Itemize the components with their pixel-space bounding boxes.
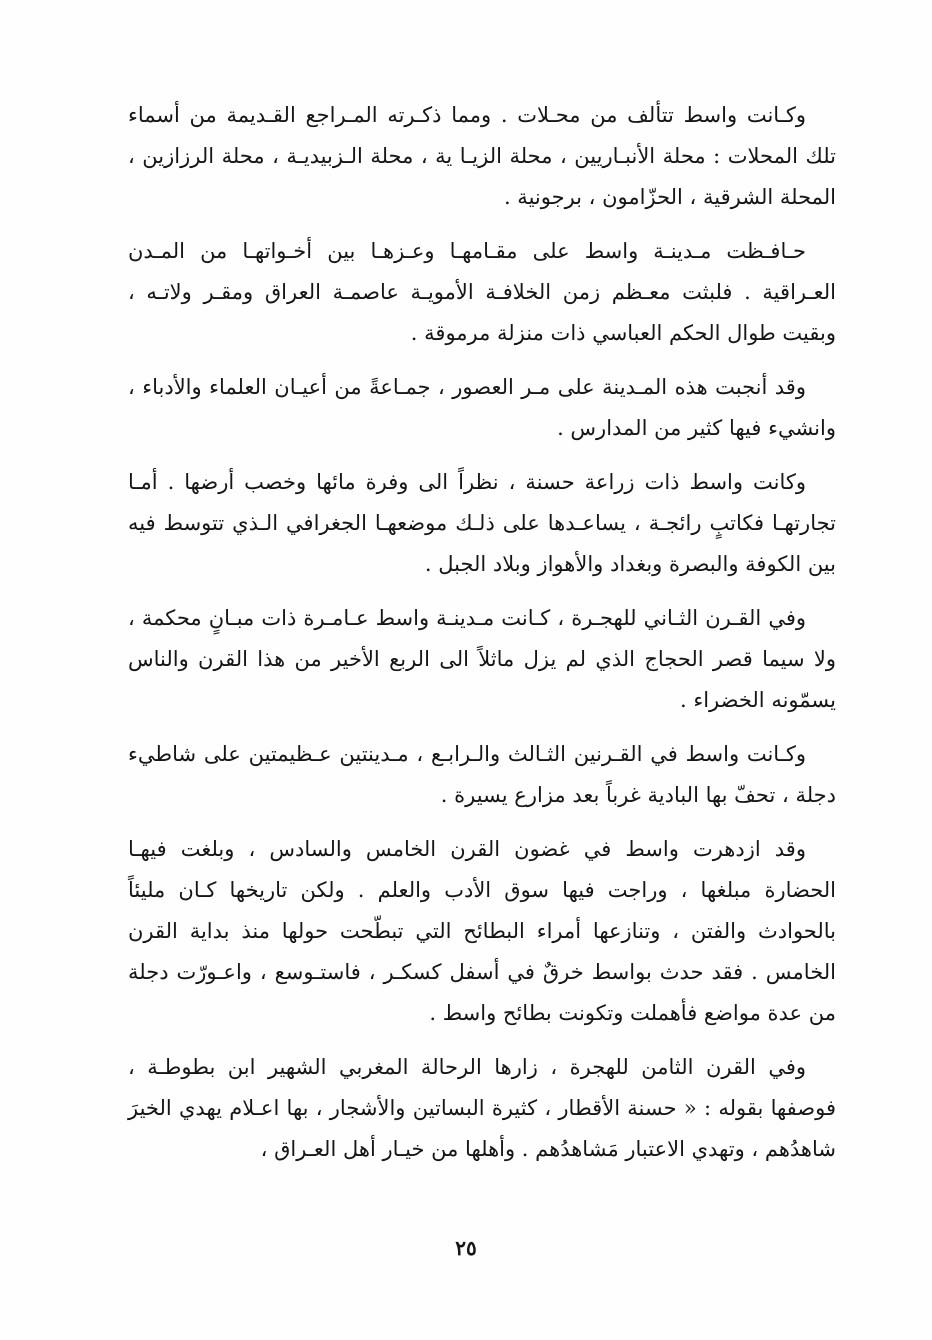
paragraph-5: وفي القـرن الثـاني للهجـرة ، كـانت مـدينـة واسط عـامـرة ذات مبـانٍ محكمة ، ولا سيما قصر الحجاج الذي لم يزل ماثلاً الى الربع الأخير من هذا القرن والناس يسمّونه الخضراء .: [128, 606, 836, 712]
paragraph-4: وكانت واسط ذات زراعة حسنة ، نظراً الى وفرة مائها وخصب أرضها . أمـا تجارتهـا فكاتبٍ رائجـة ، يساعـدها على ذلـك موضعهـا الجغرافي الـذي تتوسط فيه بين الكوفة والبصرة وبغداد والأهواز وبلاد الجبل .: [128, 470, 836, 576]
page-number: ٢٥: [455, 1236, 477, 1260]
paragraph-6: وكـانت واسط في القـرنين الثـالث والـرابـع ، مـدينتين عـظيمتين على شاطيء دجلة ، تحفّ بها البادية غرباً بعد مزارع يسيرة .: [128, 742, 836, 807]
paragraph-3: وقد أنجبت هذه المـدينة على مـر العصور ، جمـاعةً من أعيـان العلماء والأدباء ، وانشيء فيها كثير من المدارس .: [128, 375, 836, 440]
body-text: [128, 95, 836, 1183]
paragraph-1: وكـانت واسط تتألف من محـلات . ومما ذكـرته المـراجع القـديمة من أسماء تلك المحلات : محلة الأنبـاريين ، محلة الزيـا ية ، محلة الـزبيديـة ، محلة الرزازين ، المحلة الشرقية ، الحزّامون ، برجونية .: [128, 103, 836, 209]
paragraph-7: وقد ازدهرت واسط في غضون القرن الخامس والسادس ، وبلغت فيهـا الحضارة مبلغها ، وراجت فيها سوق الأدب والعلم . ولكن تاريخها كـان مليئاً بالحوادث والفتن ، وتنازعها أمراء البطائح التي تبطّحت حولها منذ بداية القرن الخامس . فقد حدث بواسط خرقٌ في أسفل كسكـر ، فاستـوسع ، واعـورّت دجلة من عدة مواضع فأهملت وتكونت بطائح واسط .: [128, 837, 836, 1025]
paragraph-2: حـافـظت مـدينـة واسط على مقـامهـا وعـزهـا بين أخـواتهـا من المـدن العـراقية . فلبثت معـظم زمن الخلافـة الأمويـة عاصمـة العراق ومقـر ولاتـه ، وبقيت طوال الحكم العباسي ذات منزلة مرموقة .: [128, 239, 837, 345]
paragraph-8: وفي القرن الثامن للهجرة ، زارها الرحالة المغربي الشهير ابن بطوطـة ، فوصفها بقوله : « حسنة الأقطار ، كثيرة البساتين والأشجار ، بها اعـلام يهدي الخيرَ شاهدُهم ، وتهدي الاعتبار مَشاهدُهم . وأهلها من خيـار أهل العـراق ،: [128, 1055, 836, 1161]
